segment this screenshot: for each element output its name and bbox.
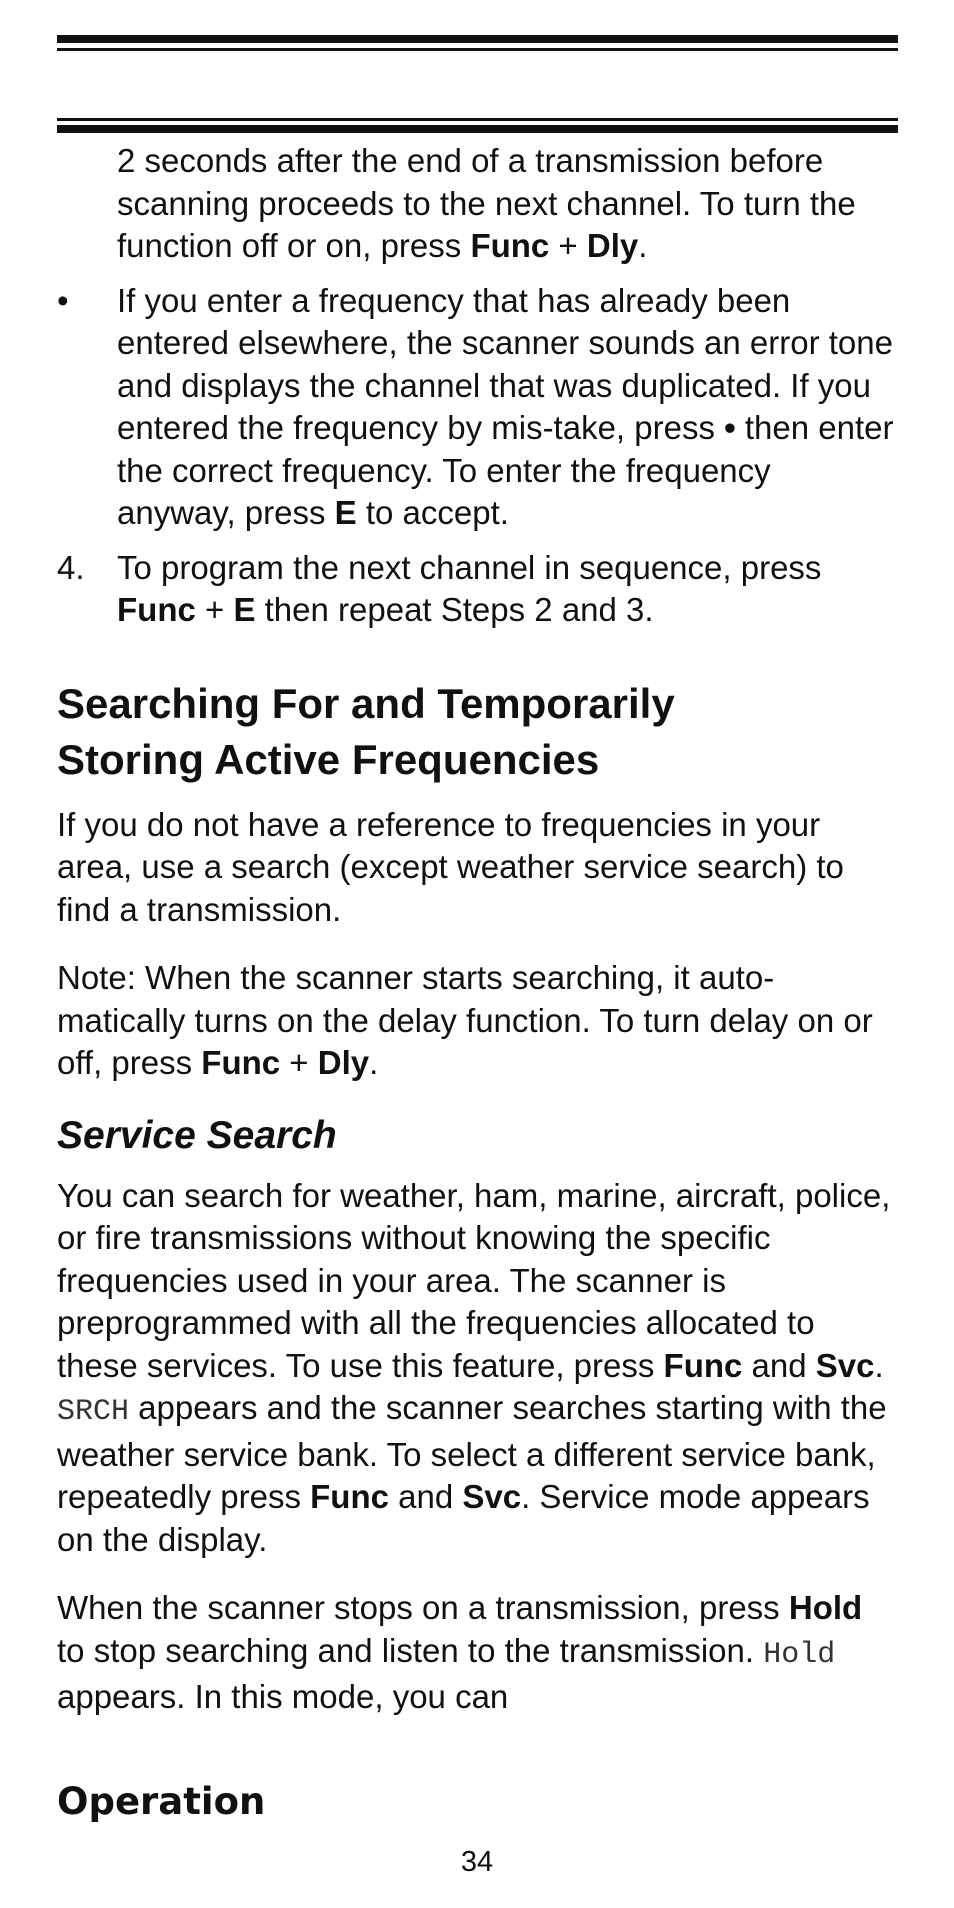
func-key: Func <box>663 1346 743 1384</box>
continued-paragraph: 2 seconds after the end of a transmission before scanning proceeds to the next channel. To turn the function off or on, press Func + Dly. <box>117 142 856 264</box>
section-heading: Searching For and Temporarily Storing Active Frequencies <box>57 679 675 783</box>
page-content <box>57 140 898 1745</box>
step-number: 4. <box>57 548 85 586</box>
dot-key: • <box>724 409 736 446</box>
func-key: Func <box>201 1044 281 1081</box>
func-key: Func <box>470 227 550 264</box>
display-text-srch: SRCH <box>57 1395 130 1429</box>
dly-key: Dly <box>586 227 639 264</box>
intro-paragraph: If you do not have a reference to frequencies in your area, use a search (except weather service search) to find a transmission. <box>57 805 844 928</box>
step-4 <box>57 547 898 632</box>
display-text-hold: Hold <box>763 1637 836 1672</box>
step-text: To program the next channel in sequence, press Func + E then repeat Steps 2 and 3. <box>117 548 822 628</box>
hold-key: Hold <box>788 1589 863 1626</box>
e-key: E <box>233 591 256 628</box>
footer-section-name: Operation <box>57 1780 266 1823</box>
header-rule-thick-top <box>57 35 898 43</box>
page-number: 34 <box>460 1846 494 1878</box>
header-rule-thin-top <box>57 48 898 51</box>
bullet-text: If you enter a frequency that has already been entered elsewhere, the scanner sounds an error tone and displays the channel that was duplicated. If you entered the frequency by mis-take, press • then enter the correct frequency. To enter the frequency anyway, press E to accept. <box>117 281 894 531</box>
svc-key: Svc <box>815 1346 875 1384</box>
dly-key: Dly <box>317 1044 370 1081</box>
service-search-paragraph: You can search for weather, ham, marine, aircraft, police, or fire transmissions without knowing the specific frequencies used in your area. The scanner is preprogrammed with all the frequencies allocated to these services. To use this feature, press Func and Svc. SRCH appears and the scanner searches starting with the weather service bank. To select a different service bank, repeatedly press Func and Svc. Service mode appears on the display. <box>57 1176 891 1558</box>
bullet-item <box>57 280 898 535</box>
func-key: Func <box>117 591 196 628</box>
e-key: E <box>334 494 357 531</box>
note-paragraph: Note: When the scanner starts searching, it auto-matically turns on the delay function. To turn delay on or off, press Func + Dly. <box>57 959 873 1081</box>
header-rule-thick-bottom <box>57 125 898 133</box>
bullet-marker: • <box>57 281 69 319</box>
svc-key: Svc <box>462 1478 522 1515</box>
func-key: Func <box>310 1478 389 1515</box>
header-rule-thin-bottom <box>57 118 898 121</box>
subsection-heading: Service Search <box>57 1113 337 1157</box>
hold-paragraph: When the scanner stops on a transmission, press Hold to stop searching and listen to the transmission. Hold appears. In this mode, you can <box>57 1589 863 1715</box>
